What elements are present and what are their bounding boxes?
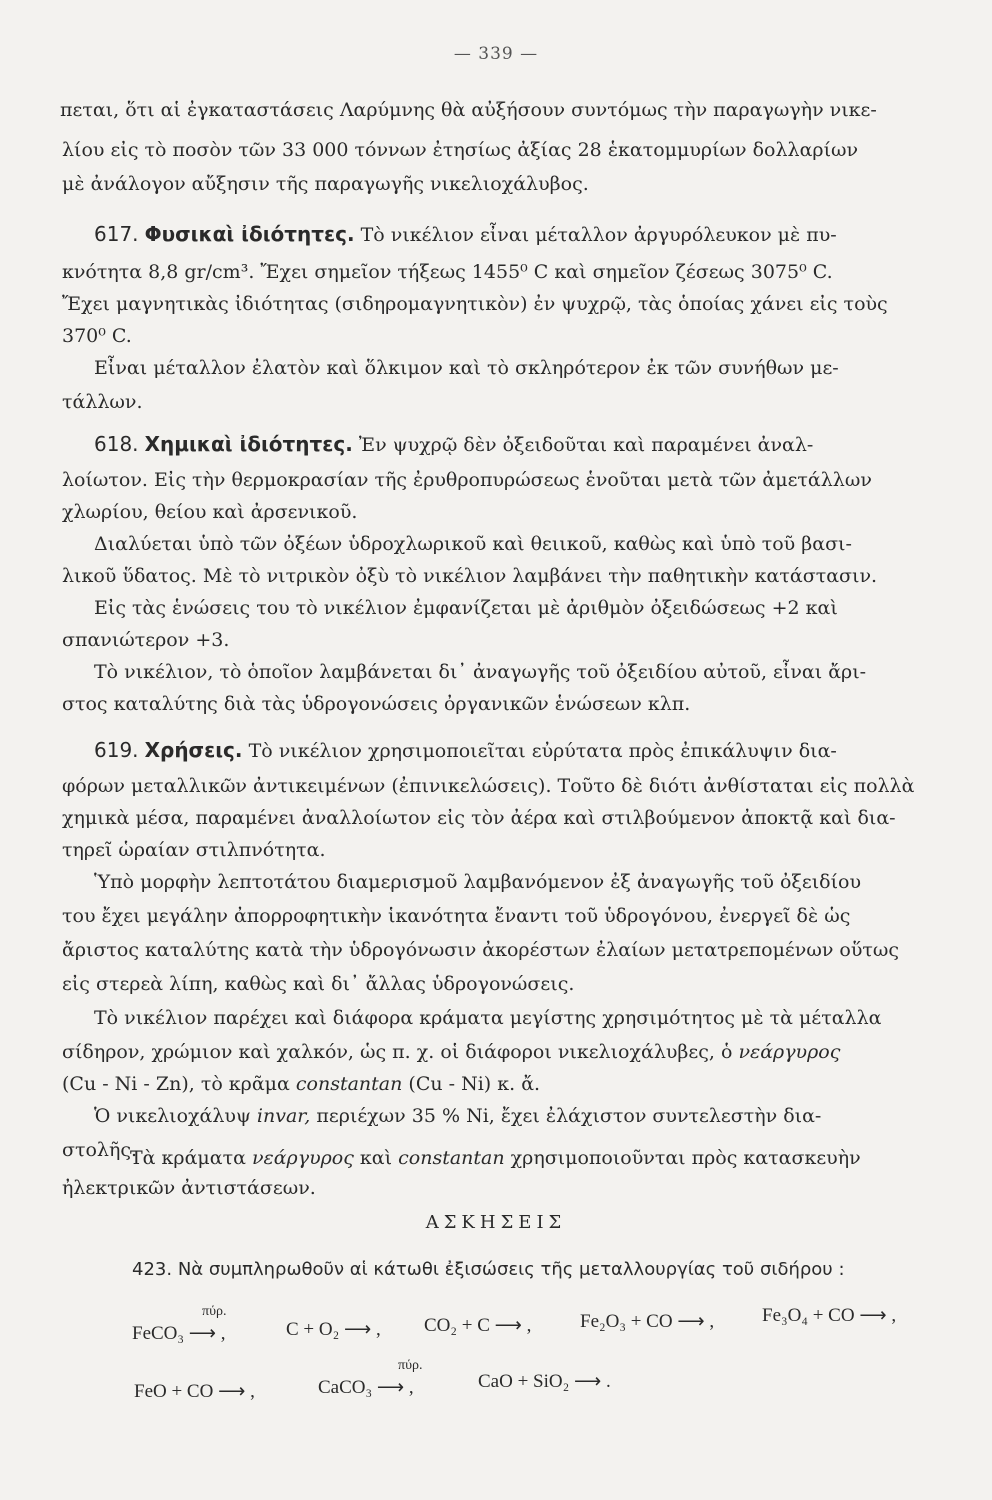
heat-label: πύρ.: [202, 1304, 227, 1319]
equation-6: FeO + CO ⟶ ,: [134, 1381, 255, 1402]
text-span: (Cu - Ni) κ. ἄ.: [402, 1073, 541, 1095]
text-line: εἰς στερεὰ λίπη, καθὼς καὶ δι᾽ ἄλλας ὑδρογονώσεις.: [62, 973, 575, 995]
text-span: σίδηρον, χρώμιον καὶ χαλκόν, ὡς π. χ. οἱ διάφοροι νικελιοχάλυβες, ὁ: [62, 1041, 739, 1063]
page-number: — 339 —: [453, 44, 539, 64]
text-line: Εἶναι μέταλλον ἐλατὸν καὶ ὅλκιμον καὶ τὸ σκληρότερον ἐκ τῶν συνήθων με-: [94, 357, 839, 379]
equation-5: Fe₃O₄ + CO ⟶ ,: [762, 1305, 897, 1326]
exercise-text: Νὰ συμπληρωθοῦν αἱ κάτωθι ἐξισώσεις τῆς μεταλλουργίας τοῦ σιδήρου :: [177, 1259, 845, 1280]
text-line: [94, 1104, 821, 1128]
text-line: λοίωτον. Εἰς τὴν θερμοκρασίαν τῆς ἐρυθροπυρώσεως ἑνοῦται μετὰ τῶν ἀμετάλλων: [62, 469, 872, 491]
text-span: Τὰ κράματα: [130, 1147, 252, 1169]
text-line: του ἔχει μεγάλην ἀπορροφητικὴν ἱκανότητα ἔναντι τοῦ ὑδρογόνου, ἐνεργεῖ δὲ ὡς: [62, 905, 851, 927]
equation-2: C + O₂ ⟶ ,: [286, 1319, 381, 1340]
text-line: [62, 1072, 540, 1096]
text-line: [62, 1040, 840, 1064]
equation-1: πύρ. FeCO₃ ⟶ ,: [132, 1304, 227, 1344]
text-line: ἠλεκτρικῶν ἀντιστάσεων.: [62, 1177, 316, 1199]
text-line: κνότητα 8,8 gr/cm³. Ἔχει σημεῖον τήξεως 1455⁰ C καὶ σημεῖον ζέσεως 3075⁰ C.: [62, 261, 833, 283]
text-line: Διαλύεται ὑπὸ τῶν ὀξέων ὑδροχλωρικοῦ καὶ θειικοῦ, καθὼς καὶ ὑπὸ τοῦ βασι-: [94, 533, 852, 555]
text-line: Τὸ νικέλιον εἶναι μέταλλον ἀργυρόλευκον μὲ πυ-: [360, 224, 837, 246]
equation-7: πύρ. CaCO₃ ⟶ ,: [318, 1358, 423, 1398]
section-number: 617.: [94, 222, 139, 246]
text-line: [130, 1146, 861, 1170]
text-line: τηρεῖ ὡραίαν στιλπνότητα.: [62, 839, 326, 861]
text-line: Τὸ νικέλιον χρησιμοποιεῖται εὐρύτατα πρὸς ἐπικάλυψιν δια-: [248, 740, 837, 762]
equation-4: Fe₂O₃ + CO ⟶ ,: [580, 1311, 715, 1332]
text-line: Ἐν ψυχρῷ δὲν ὀξειδοῦται καὶ παραμένει ἀναλ-: [358, 434, 814, 456]
text-line: πεται, ὅτι αἱ ἐγκαταστάσεις Λαρύμνης θὰ αὐξήσουν συντόμως τὴν παραγωγὴν νικε-: [60, 99, 877, 121]
section-618-heading-line: [94, 432, 813, 457]
text-line: στος καταλύτης διὰ τὰς ὑδρογονώσεις ὀργανικῶν ἑνώσεων κλπ.: [62, 693, 691, 715]
text-line: Εἰς τὰς ἑνώσεις του τὸ νικέλιον ἐμφανίζεται μὲ ἀριθμὸν ὀξειδώσεως +2 καὶ: [94, 597, 838, 619]
text-span: (Cu - Ni - Zn), τὸ κρᾶμα: [62, 1073, 296, 1095]
heat-label: πύρ.: [398, 1358, 423, 1373]
text-line: Ὑπὸ μορφὴν λεπτοτάτου διαμερισμοῦ λαμβανόμενον ἐξ ἀναγωγῆς τοῦ ὀξειδίου: [94, 871, 862, 893]
text-span: χρησιμοποιοῦνται πρὸς κατασκευὴν: [504, 1147, 861, 1169]
italic-term: invar,: [256, 1105, 311, 1127]
italic-term: νεάργυρος: [738, 1041, 841, 1063]
text-line: λικοῦ ὕδατος. Μὲ τὸ νιτρικὸν ὀξὺ τὸ νικέλιον λαμβάνει τὴν παθητικὴν κατάστασιν.: [62, 565, 878, 587]
text-span: περιέχων 35 % Ni, ἔχει ἐλάχιστον συντελεστὴν δια-: [310, 1105, 822, 1127]
section-title: Χημικαὶ ἰδιότητες.: [144, 432, 353, 456]
text-line: στολῆς.: [62, 1139, 138, 1161]
italic-term: constantan: [295, 1073, 403, 1095]
equation-3: CO₂ + C ⟶ ,: [424, 1315, 532, 1336]
text-line: λίου εἰς τὸ ποσὸν τῶν 33 000 τόννων ἐτησίως ἀξίας 28 ἑκατομμυρίων δολλαρίων: [62, 139, 859, 161]
italic-term: νεάργυρος: [251, 1147, 354, 1169]
equation-8: CaO + SiO₂ ⟶ .: [478, 1371, 611, 1392]
section-number: 618.: [94, 432, 139, 456]
section-617-heading-line: [94, 222, 837, 247]
exercise-number: 423.: [132, 1259, 173, 1280]
text-line: σπανιώτερον +3.: [62, 629, 230, 651]
text-line: τάλλων.: [62, 391, 143, 413]
text-line: 370⁰ C.: [62, 325, 132, 347]
exercises-heading: ΑΣΚΗΣΕΙΣ: [425, 1212, 567, 1233]
text-span: καὶ: [353, 1147, 399, 1169]
italic-term: constantan: [398, 1147, 505, 1169]
section-title: Φυσικαὶ ἰδιότητες.: [144, 222, 355, 246]
text-line: Τὸ νικέλιον, τὸ ὁποῖον λαμβάνεται δι᾽ ἀναγωγῆς τοῦ ὀξειδίου αὐτοῦ, εἶναι ἄρι-: [94, 661, 867, 683]
exercise-423-line: [132, 1258, 845, 1282]
text-line: χημικὰ μέσα, παραμένει ἀναλλοίωτον εἰς τὸν ἀέρα καὶ στιλβούμενον ἀποκτᾷ καὶ δια-: [62, 807, 896, 829]
section-619-heading-line: [94, 738, 837, 763]
text-line: χλωρίου, θείου καὶ ἀρσενικοῦ.: [62, 501, 358, 523]
text-line: φόρων μεταλλικῶν ἀντικειμένων (ἐπινικελώσεις). Τοῦτο δὲ διότι ἀνθίσταται εἰς πολλὰ: [62, 775, 915, 797]
section-title: Χρήσεις.: [144, 738, 243, 762]
text-span: Ὁ νικελιοχάλυψ: [94, 1105, 257, 1127]
text-line: μὲ ἀνάλογον αὔξησιν τῆς παραγωγῆς νικελιοχάλυβος.: [62, 173, 589, 195]
section-number: 619.: [94, 738, 139, 762]
text-line: ἄριστος καταλύτης κατὰ τὴν ὑδρογόνωσιν ἀκορέστων ἐλαίων μετατρεπομένων οὕτως: [62, 939, 900, 961]
text-line: Ἔχει μαγνητικὰς ἰδιότητας (σιδηρομαγνητικὸν) ἐν ψυχρῷ, τὰς ὁποίας χάνει εἰς τοὺς: [62, 293, 888, 315]
text-line: Τὸ νικέλιον παρέχει καὶ διάφορα κράματα μεγίστης χρησιμότητος μὲ τὰ μέταλλα: [94, 1007, 882, 1029]
